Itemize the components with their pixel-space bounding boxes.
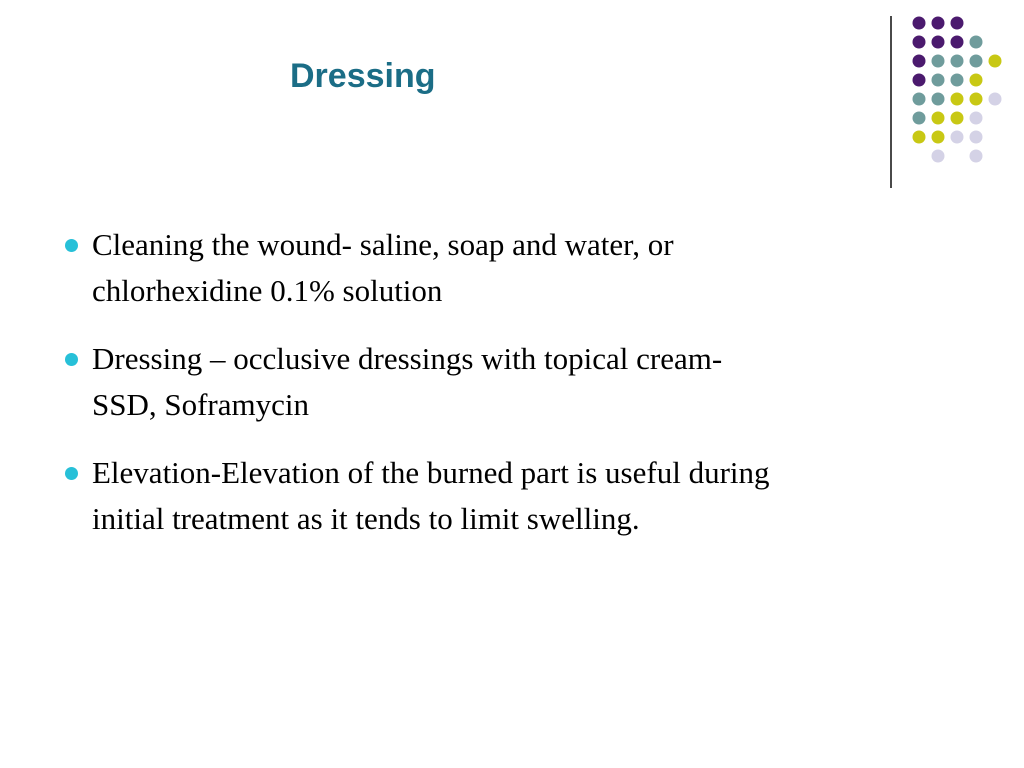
bullet-line: Cleaning the wound- saline, soap and water, or <box>92 227 674 262</box>
bullet-line: chlorhexidine 0.1% solution <box>92 273 443 308</box>
decorative-dot <box>970 131 983 144</box>
bullet-marker-icon <box>65 467 78 480</box>
decorative-dot <box>970 150 983 163</box>
decorative-dot <box>913 36 926 49</box>
bullet-marker-icon <box>65 239 78 252</box>
bullet-line: Dressing – occlusive dressings with topical cream- <box>92 341 723 376</box>
decorative-dot <box>970 74 983 87</box>
decorative-dot <box>951 17 964 30</box>
decorative-dot <box>951 74 964 87</box>
bullet-item <box>62 450 982 542</box>
decorative-dot <box>913 112 926 125</box>
decorative-dot <box>932 131 945 144</box>
decorative-dot <box>951 55 964 68</box>
decorative-dot <box>951 36 964 49</box>
decorative-dot <box>970 93 983 106</box>
decorative-dot <box>951 93 964 106</box>
decorative-dot <box>989 55 1002 68</box>
decorative-dot <box>932 93 945 106</box>
decorative-dot <box>913 17 926 30</box>
decorative-dot <box>951 112 964 125</box>
decorative-dot <box>913 131 926 144</box>
bullet-line: initial treatment as it tends to limit swelling. <box>92 501 640 536</box>
slide-title: Dressing <box>290 57 436 95</box>
decorative-dot <box>932 55 945 68</box>
decorative-dot <box>913 55 926 68</box>
decorative-dot <box>951 131 964 144</box>
bullet-item <box>62 336 982 428</box>
decorative-dot <box>989 93 1002 106</box>
decorative-dot <box>932 150 945 163</box>
bullet-list <box>62 222 982 564</box>
bullet-line: Elevation-Elevation of the burned part is useful during <box>92 455 770 490</box>
decorative-dot <box>913 93 926 106</box>
decorative-dot <box>970 36 983 49</box>
decorative-dot-grid <box>0 0 1024 200</box>
decorative-dot <box>913 74 926 87</box>
decorative-dot <box>932 74 945 87</box>
bullet-line: SSD, Soframycin <box>92 387 309 422</box>
bullet-marker-icon <box>65 353 78 366</box>
decorative-dot <box>932 112 945 125</box>
decorative-dot <box>970 112 983 125</box>
decorative-dot <box>932 36 945 49</box>
bullet-item <box>62 222 982 314</box>
decorative-dot <box>932 17 945 30</box>
decorative-dot <box>970 55 983 68</box>
